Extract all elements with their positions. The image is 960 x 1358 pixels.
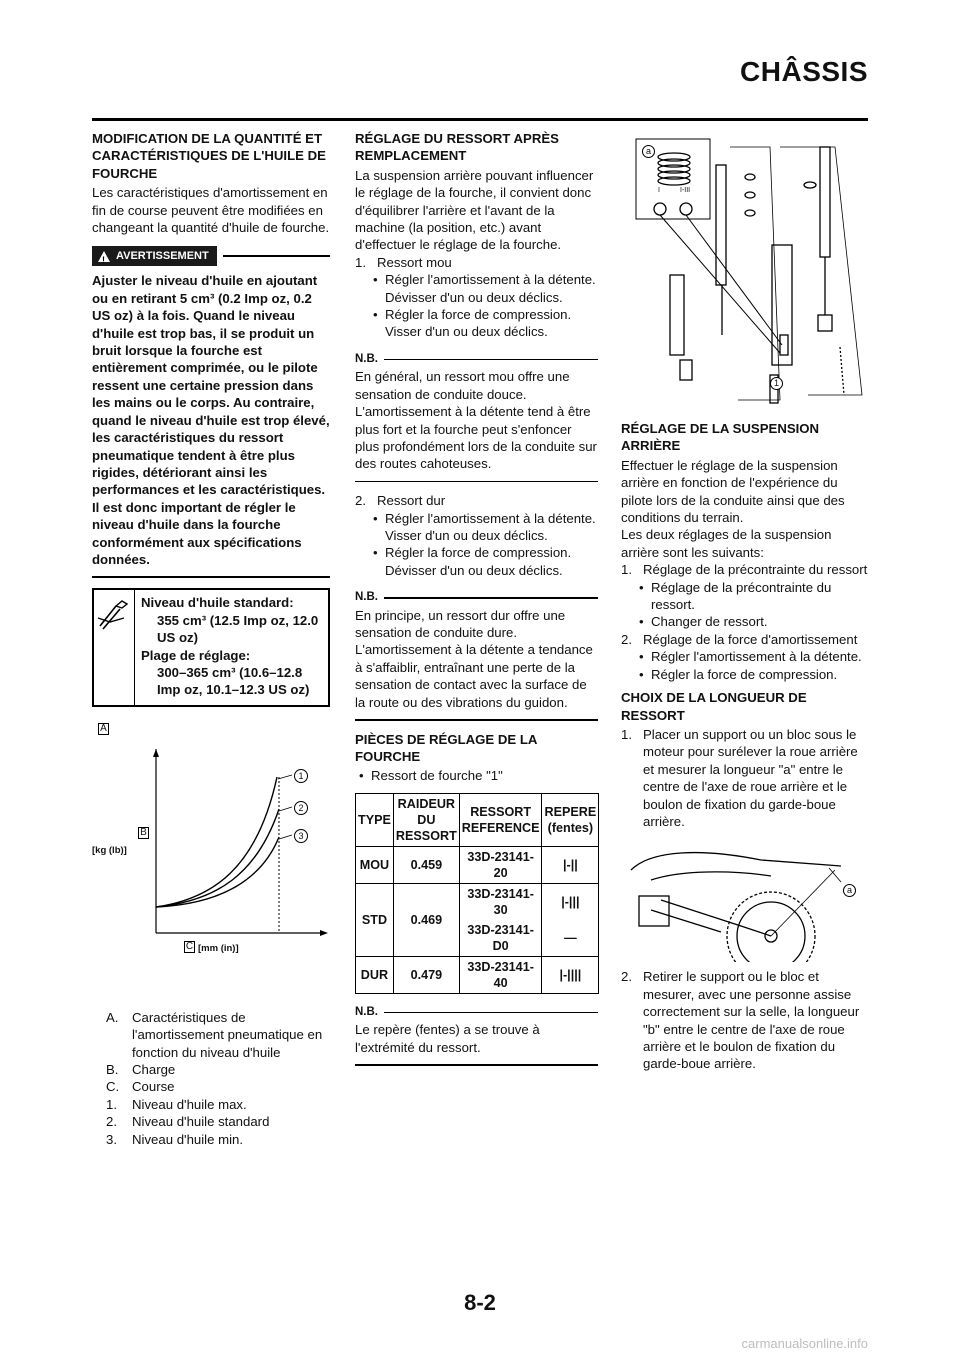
list-item: 1. Placer un support ou un bloc sous le moteur pour surélever la roue arrière et mesurer la longueur "a" entre le centre de l'axe de roue arrière et le boulon de fixation du garde-boue arrière.	[621, 726, 858, 829]
warning-text: Ajuster le niveau d'huile en ajoutant ou en retirant 5 cm³ (0.2 Imp oz, 0.2 US oz) à la fois. Quand le niveau d'huile est trop bas, il se produit un bruit lorsque la fourche est entièrement comprimée, ou le pilote ressent une certaine pression dans les mains ou le corps. Au contraire, quand le niveau d'huile est trop élevé, les caractéristiques du ressort pneumatique tendent à être plus rigides, détériorant ainsi les performances et les caractéristiques. Il est donc important de régler le niveau d'huile dans la fourche conformément aux spécifications données.	[92, 273, 330, 567]
fig-label-i-iii: I-III	[680, 187, 691, 194]
column-1	[92, 130, 330, 1148]
list-item: • Réglage de la précontrainte du ressort.	[639, 579, 832, 613]
legend-item: A. Caractéristiques de l'amortissement pneumatique en fonction du niveau d'huile	[106, 1009, 323, 1060]
spec-text: Niveau d'huile standard: 355 cm³ (12.5 Imp oz, 12.0 US oz) Plage de réglage: 300–365 cm³ (10.6–12.8 Imp oz, 10.1–12.3 US oz)	[141, 595, 319, 698]
x-axis-unit: [mm (in)]	[198, 942, 239, 954]
list-item: • Régler la force de compression.	[373, 307, 572, 323]
nb-text-1: En général, un ressort mou offre une sensation de conduite douce. L'amortissement à la détente tend à être plus fort et la fourche peut s'enfoncer plus profondément lors de la conduite sur des routes cahoteuses.	[355, 369, 597, 472]
warning-label: AVERTISSEMENT	[116, 249, 209, 262]
nb-header: N.B.	[355, 589, 598, 606]
table-header: REPERE (fentes)	[542, 793, 599, 846]
watermark[interactable]: carmanualsonline.info	[741, 1336, 868, 1351]
list-item: 2. Ressort dur	[355, 493, 446, 509]
list-item: 2. Retirer le support ou le bloc et mesurer, avec une personne assise correctement sur la selle, la longueur "b" entre le centre de l'axe de roue arrière et le boulon de fixation du garde-boue arrière.	[621, 969, 860, 1072]
table-header: RAIDEUR DU RESSORT	[393, 793, 459, 846]
figure-label-b: B	[138, 827, 149, 839]
list-item: 2. Réglage de la force d'amortissement	[621, 631, 858, 647]
table-row: MOU 0.459 33D-23141-20 |-||	[356, 846, 599, 883]
curve-label-2: 2	[294, 801, 308, 815]
fig-label-i: I	[658, 187, 660, 194]
oil-level-figure	[92, 719, 330, 1009]
y-axis-unit: [kg (lb)]	[92, 844, 127, 856]
wrench-icon	[94, 590, 135, 704]
list-item: • Ressort de fourche "1"	[359, 768, 503, 784]
header-rule	[92, 118, 868, 121]
table-header: RESSORT REFERENCE	[459, 793, 542, 846]
moto-label-a: a	[843, 884, 856, 897]
section-heading-parts: PIÈCES DE RÉGLAGE DE LA FOURCHE	[355, 731, 537, 764]
legend-item: C. Course	[106, 1079, 175, 1095]
oil-intro: Les caractéristiques d'amortissement en fin de course peuvent être modifiées en changeant la quantité d'huile de fourche.	[92, 185, 330, 236]
list-item: • Régler l'amortissement à la détente.	[639, 649, 862, 665]
spring-intro: La suspension arrière pouvant influencer le réglage de la fourche, il convient donc d'équilibrer l'arrière et l'avant de la machine (la position, etc.) avant d'effectuer le réglage de la fourche.	[355, 167, 594, 253]
column-3	[621, 420, 869, 1073]
warning-header	[92, 246, 330, 266]
list-item: • Régler la force de compression.	[373, 545, 572, 561]
list-item: 1. Ressort mou	[355, 254, 452, 270]
fork-exploded-svg	[630, 135, 870, 410]
rear-intro-1: Effectuer le réglage de la suspension arrière en fonction de l'expérience du pilote lors de la conduite ainsi que des conditions du terrain.	[621, 457, 845, 526]
figure-label-a: A	[98, 723, 109, 735]
table-row: STD 0.469 33D-23141-30 |-|||	[356, 883, 599, 920]
spec-box	[92, 588, 330, 706]
legend-item: 2. Niveau d'huile standard	[106, 1114, 270, 1130]
section-heading-rear: RÉGLAGE DE LA SUSPENSION ARRIÈRE	[621, 421, 820, 454]
table-row: DUR 0.479 33D-23141-40 |-||||	[356, 956, 599, 993]
rear-wheel-svg	[621, 840, 861, 962]
table-header: TYPE	[356, 793, 394, 846]
warning-end-rule	[92, 576, 330, 578]
section-heading-spring: RÉGLAGE DU RESSORT APRÈS REMPLACEMENT	[355, 131, 559, 164]
legend-item: 3. Niveau d'huile min.	[106, 1131, 244, 1147]
list-item: • Régler l'amortissement à la détente.	[373, 510, 596, 526]
curve-label-3: 3	[294, 829, 308, 843]
page-title: CHÂSSIS	[740, 56, 868, 87]
nb-header: N.B.	[355, 1004, 598, 1021]
legend-item: 1. Niveau d'huile max.	[106, 1096, 247, 1112]
column-2: RÉGLAGE DU RESSORT APRÈS REMPLACEMENT La suspension arrière pouvant influencer le réglage de la fourche, il convient donc d'équilibrer l'arrière et l'avant de la machine (la position, etc.) avant d'effectuer le réglage de la fourche. 1. Ressort mou • Régler l'amortissement à la détente. Dévisser d'un ou deux déclics. • Régler la force de compression. Visser d'un ou deux déclics. N.B. En général, un ressort mou offre une sensation de conduite douce. L'amortissement à la détente tend à être plus fort et la fourche peut s'enfoncer plus profondément lors de la conduite sur des routes cahoteuses. 2. Ressort dur • Régler l'amortissement à la détente. Visser d'un ou deux déclics. • Régler la force de compression. Dévisser d'un ou deux déclics. N.B. En principe, un ressort dur offre une sensation de conduite dure. L'amortissement à la détente a tendance à s'affaiblir, entraînant une perte de la sensation de contact avec la surface de la route ou des vibrations du guidon. PIÈCES DE RÉGLAGE DE LA FOURCHE • Ressort de fourche "1" TYPE RAIDEUR DU RESSORT RESSORT REFERENCE REPERE (fentes) MOU 0.459 33D-23141-20 |-|| STD 0.469 33D-23141-30 |-||| 33D-23141-D0 — DUR 0.479 33D-23141-40 |-|||| N.B. Le repère (fentes) a se trouve à l'extrémité du ressort.	[355, 130, 598, 1076]
spring-table	[355, 793, 599, 994]
fig-label-1: 1	[770, 377, 783, 390]
list-item: 1. Réglage de la précontrainte du ressort	[621, 562, 868, 578]
warning-icon: !	[98, 251, 110, 262]
rear-intro-2: Les deux réglages de la suspension arrière sont les suivants:	[621, 527, 832, 560]
section-heading-oil: MODIFICATION DE LA QUANTITÉ ET CARACTÉRISTIQUES DE L'HUILE DE FOURCHE	[92, 131, 326, 181]
figure-label-c: C	[185, 940, 194, 952]
curve-max	[156, 777, 277, 907]
figure-legend	[92, 1009, 330, 1148]
warning-badge	[92, 246, 217, 266]
nb-text-3: Le repère (fentes) a se trouve à l'extrémité du ressort.	[355, 1022, 540, 1055]
legend-item: B. Charge	[106, 1062, 176, 1077]
fig-label-a: a	[642, 145, 655, 158]
nb-text-2: En principe, un ressort dur offre une sensation de conduite dure. L'amortissement à la détente a tendance à s'affaiblir, entraînant une perte de la sensation de contact avec la surface de la route ou des vibrations du guidon.	[355, 607, 593, 710]
nb-header: N.B.	[355, 351, 598, 368]
section-heading-length: CHOIX DE LA LONGUEUR DE RESSORT	[621, 690, 807, 723]
page-number: 8-2	[464, 1290, 496, 1315]
list-item: • Régler l'amortissement à la détente.	[373, 272, 596, 288]
list-item: • Changer de ressort.	[639, 614, 768, 630]
curve-label-1: 1	[294, 769, 308, 783]
motorcycle-figure	[621, 840, 869, 962]
list-item: • Régler la force de compression.	[639, 666, 838, 682]
curve-std	[156, 809, 279, 907]
table-row: 33D-23141-D0 —	[356, 920, 599, 957]
fork-parts-figure	[630, 135, 870, 410]
